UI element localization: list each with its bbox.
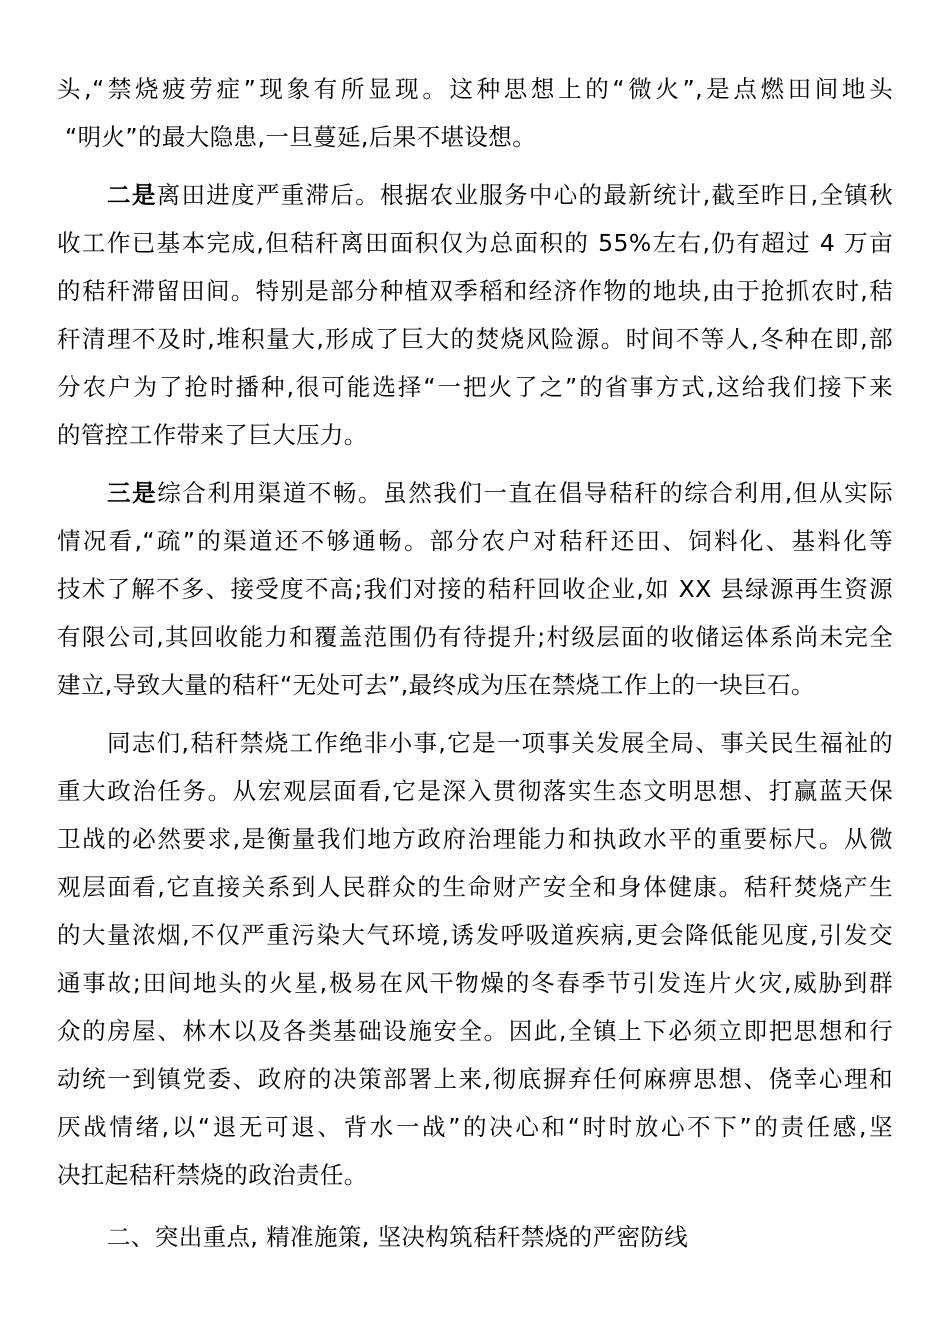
text-line: 动统一到镇党委、政府的决策部署上来,彻底摒弃任何麻痹思想、侥幸心理和 bbox=[57, 1065, 893, 1093]
paragraph-importance bbox=[57, 719, 893, 1199]
section-heading: 二、突出重点, 精准施策, 坚决构筑秸秆禁烧的严密防线 bbox=[107, 1223, 689, 1251]
text-line: 通事故;田间地头的火星,极易在风干物燥的冬春季节引发连片火灾,威胁到群 bbox=[57, 969, 893, 997]
text-line: 观层面看,它直接关系到人民群众的生命财产安全和身体健康。秸秆焚烧产生 bbox=[57, 873, 893, 901]
text-line: 秆清理不及时,堆积量大,形成了巨大的焚烧风险源。时间不等人,冬种在即,部 bbox=[57, 325, 893, 353]
text-line: 的管控工作带来了巨大压力。 bbox=[57, 421, 368, 449]
paragraph-lead: 三是 bbox=[107, 479, 158, 507]
text-line: 有限公司,其回收能力和覆盖范围仍有待提升;村级层面的收储运体系尚未完全 bbox=[57, 623, 893, 651]
text-line: 的秸秆滞留田间。特别是部分种植双季稻和经济作物的地块,由于抢抓农时,秸 bbox=[57, 277, 893, 305]
text-line: 卫战的必然要求,是衡量我们地方政府治理能力和执政水平的重要标尺。从微 bbox=[57, 825, 893, 853]
text-line: “明火”的最大隐患,一旦蔓延,后果不堪设想。 bbox=[65, 123, 537, 151]
paragraph-second-issue bbox=[57, 171, 893, 459]
text-line: 头,“禁烧疲劳症”现象有所显现。这种思想上的“微火”,是点燃田间地头 bbox=[57, 75, 893, 103]
text-line: 众的房屋、林木以及各类基础设施安全。因此,全镇上下必须立即把思想和行 bbox=[57, 1017, 893, 1045]
text-line: 情况看,“疏”的渠道还不够通畅。部分农户对秸秆还田、饲料化、基料化等 bbox=[57, 527, 893, 555]
text-line: 同志们,秸秆禁烧工作绝非小事,它是一项事关发展全局、事关民生福祉的 bbox=[107, 729, 893, 757]
text-line: 收工作已基本完成,但秸秆离田面积仅为总面积的 55%左右,仍有超过 4 万亩 bbox=[57, 229, 893, 257]
text-line: 厌战情绪,以“退无可退、背水一战”的决心和“时时放心不下”的责任感,坚 bbox=[57, 1113, 893, 1141]
text-line-lead bbox=[57, 171, 893, 219]
paragraph-third-issue bbox=[57, 469, 893, 709]
paragraph-continued bbox=[57, 65, 893, 161]
text-line: 分农户为了抢时播种,很可能选择“一把火了之”的省事方式,这给我们接下来 bbox=[57, 373, 893, 401]
text-line: 技术了解不多、接受度不高;我们对接的秸秆回收企业,如 XX 县绿源再生资源 bbox=[57, 575, 893, 603]
document-page bbox=[57, 63, 893, 1261]
text-line: 决扛起秸秆禁烧的政治责任。 bbox=[57, 1161, 368, 1189]
text-line: 综合利用渠道不畅。虽然我们一直在倡导秸秆的综合利用,但从实际 bbox=[157, 479, 893, 507]
text-line: 重大政治任务。从宏观层面看,它是深入贯彻落实生态文明思想、打赢蓝天保 bbox=[57, 777, 893, 805]
text-line-lead bbox=[57, 469, 893, 517]
text-line: 离田进度严重滞后。根据农业服务中心的最新统计,截至昨日,全镇秋 bbox=[156, 181, 893, 209]
paragraph-lead: 二是 bbox=[107, 181, 157, 209]
text-line: 的大量浓烟,不仅严重污染大气环境,诱发呼吸道疾病,更会降低能见度,引发交 bbox=[57, 921, 893, 949]
text-line: 建立,导致大量的秸秆“无处可去”,最终成为压在禁烧工作上的一块巨石。 bbox=[57, 671, 815, 699]
